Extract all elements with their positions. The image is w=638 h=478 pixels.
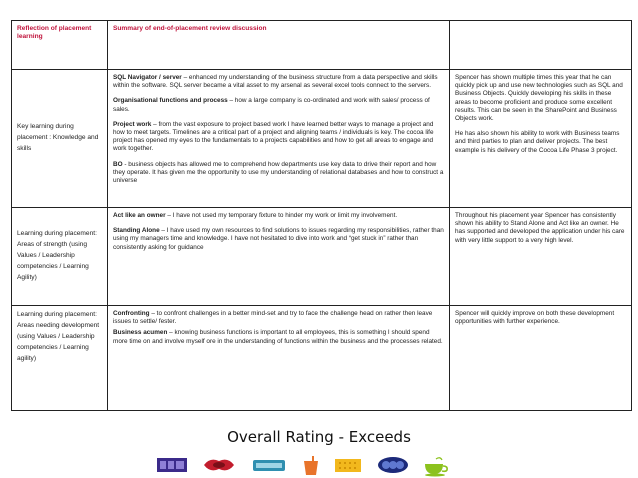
- header-cell-empty: [450, 21, 632, 70]
- comment-cell: [450, 208, 632, 306]
- summary-text: – from the vast exposure to project based work I have learned better ways to manage a project and how to meet targets. Timelines are a critical part of a project and aligning teams / individuals is key. The cocoa life project has opened my eyes to the fundamentals to a projects capabilities and how to get all areas to engage and work together.: [113, 120, 434, 153]
- summary-cell: [108, 70, 450, 208]
- summary-paragraph: [113, 161, 444, 186]
- comment-cell: [450, 70, 632, 208]
- summary-paragraph: [113, 97, 444, 113]
- summary-cell: [108, 306, 450, 411]
- toblerone-logo: [252, 455, 286, 475]
- summary-paragraph: [113, 310, 444, 326]
- summary-paragraph: [113, 329, 444, 345]
- row-label: [12, 208, 108, 306]
- review-table: [11, 20, 632, 411]
- comment-paragraph: Spencer has shown multiple times this year that he can quickly pick up and use new technologies such as SQL and Business Objects. Quickly developing his skills in these areas to become proficient and produce some excellent results. This can be seen in the SharePoint and Business Objects work.: [455, 74, 623, 122]
- table-row: [12, 208, 632, 306]
- overall-rating: Overall Rating - Exceeds: [227, 428, 411, 446]
- comment-paragraph: Throughout his placement year Spencer has consistently shown his ability to Stand Alone and Act like an owner. He has supported and developed the application under his care with very little support to a very high level.: [455, 212, 625, 244]
- lu-biscuit-logo: [334, 455, 362, 475]
- row-label-text: Learning during placement: Areas of strength (using Values / Leadership competencies / Learning Agility): [17, 230, 97, 281]
- header-row: [12, 21, 632, 70]
- header-cell-reflection: [12, 21, 108, 70]
- milka-logo: [156, 455, 188, 475]
- summary-text: – enhanced my understanding of the business structure from a data perspective and skills within the software. SQL server became a vital asset to my arsenal as several excel tools connect to the servers.: [113, 74, 438, 90]
- comment-paragraph: Spencer will quickly improve on both these development opportunities with further experience.: [455, 310, 615, 326]
- summary-text: – I have not used my temporary fixture to hinder my work or limit my involvement.: [165, 212, 398, 219]
- header-summary: Summary of end-of-placement review discussion: [113, 25, 267, 32]
- cadbury-logo: [202, 455, 236, 475]
- trident-logo: [422, 455, 450, 477]
- summary-text: – knowing business functions is important to all employees, this is something I should spend more time on and involve myself ore in the understanding of functions within the business and the processes related.: [113, 329, 443, 345]
- row-label: [12, 306, 108, 411]
- tang-logo: [300, 455, 322, 477]
- header-reflection: Reflection of placement learning: [17, 25, 92, 41]
- comment-paragraph: He has also shown his ability to work with Business teams and third parties to plan and deliver projects. The best example is his delivery of the Cocoa Life Phase 3 project.: [455, 130, 620, 154]
- summary-text: – I have used my own resources to find solutions to issues regarding my responsibilities, rather than using my managers time and knowledge. I have not hesitated to dive into work and “get stuck in” rather than consistently asking for guidance: [113, 227, 444, 251]
- summary-term: SQL Navigator / server: [113, 74, 182, 81]
- summary-cell: [108, 208, 450, 306]
- summary-paragraph: [113, 74, 444, 90]
- summary-paragraph: [113, 212, 444, 220]
- row-label: [12, 70, 108, 208]
- table-row: [12, 306, 632, 411]
- header-cell-summary: [108, 21, 450, 70]
- brand-logo-strip: [156, 455, 456, 477]
- summary-text: – how a large company is co-ordinated and work with sales/ process of sales.: [113, 97, 430, 113]
- row-label-text: Key learning during placement : Knowledge and skills: [17, 123, 99, 152]
- oreo-logo: [376, 455, 410, 475]
- summary-term: Act like an owner: [113, 212, 166, 219]
- summary-paragraph: [113, 227, 444, 252]
- summary-text: – to confront challenges in a better mind-set and try to face the challenge head on rather then leave issues to settle/ fester.: [113, 310, 433, 326]
- summary-term: Confronting: [113, 310, 150, 317]
- row-label-text: Learning during placement: Areas needing development (using Values / Leadership competencies / Learning agility): [17, 311, 100, 362]
- summary-term: Business acumen: [113, 329, 168, 337]
- summary-text: - business objects has allowed me to comprehend how departments use key data to drive their report and how they operate. It has given me the opportunity to use my understanding of relational databases and how to construct a universe: [113, 160, 444, 184]
- summary-term: Standing Alone: [113, 227, 160, 235]
- summary-term: BO: [113, 160, 123, 168]
- summary-term: Project work: [113, 120, 152, 128]
- table-row: [12, 70, 632, 208]
- comment-cell: [450, 306, 632, 411]
- summary-term: Organisational functions and process: [113, 97, 228, 105]
- summary-paragraph: [113, 121, 444, 154]
